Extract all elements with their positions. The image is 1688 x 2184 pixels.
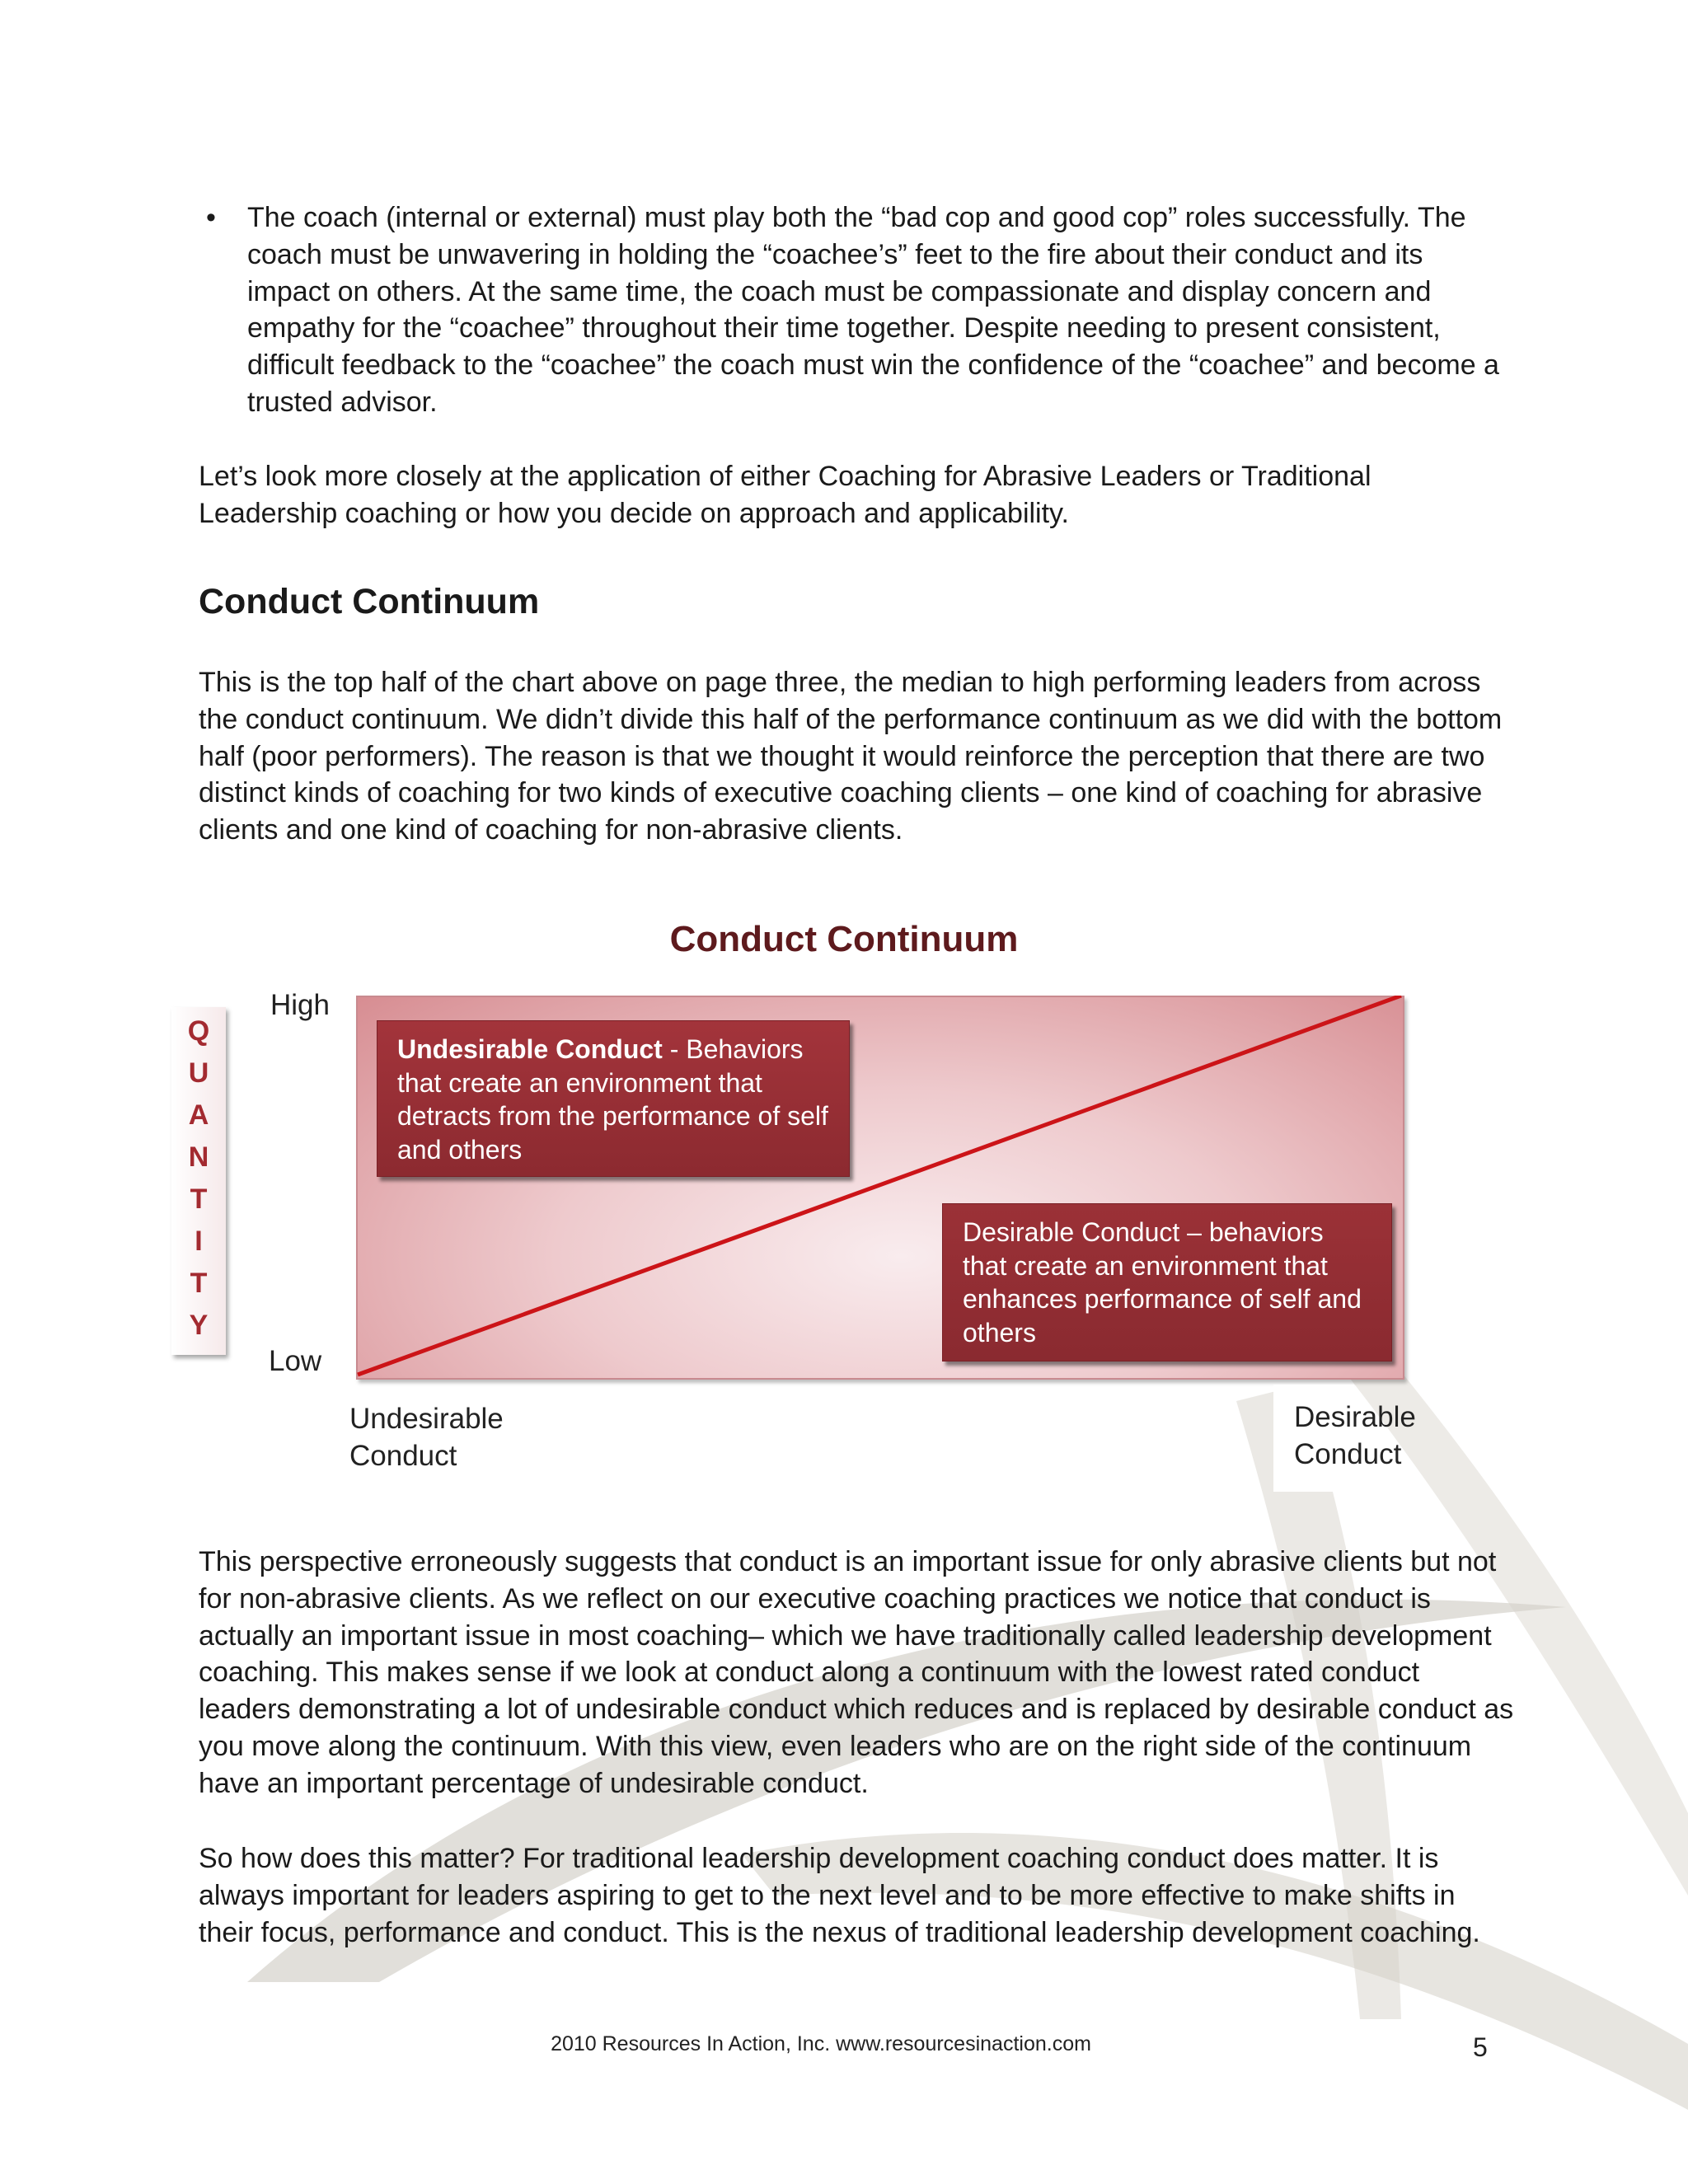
y-axis-letter: U: [188, 1057, 209, 1089]
bullet-item: [206, 199, 1508, 421]
y-low-label: Low: [269, 1345, 322, 1377]
x-right-label: [1294, 1399, 1416, 1473]
x-left-label: [349, 1400, 504, 1474]
page-number: 5: [1473, 2032, 1488, 2062]
section-heading: Conduct Continuum: [199, 582, 540, 621]
y-axis-letter: Q: [187, 1015, 210, 1047]
x-right-label-line: Conduct: [1294, 1438, 1402, 1470]
paragraph-perspective: This perspective erroneously suggests that conduct is an important issue for only abrasive clients but not for non-abrasive clients. As we reflect on our executive coaching practices we notice that conduct is actually an important issue in most coaching– which we have traditionally called leadership development coaching. This makes sense if we look at conduct along a continuum with the lowest rated conduct leaders demonstrating a lot of undesirable conduct which reduces and is replaced by desirable conduct as you move along the continuum. With this view, even leaders who are on the right side of the continuum have an important percentage of undesirable conduct.: [199, 1546, 1514, 1799]
paragraph-conclusion: So how does this matter? For traditional leadership development coaching conduct does matter. It is always important for leaders aspiring to get to the next level and to be more effective to make shifts in their focus, performance and conduct. This is the nexus of traditional leadership development coaching.: [199, 1843, 1480, 1948]
x-left-label-line: Conduct: [349, 1440, 457, 1472]
bullet-text: The coach (internal or external) must play both the “bad cop and good cop” roles successfully. The coach must be unwavering in holding the “coachee’s” feet to the fire about their conduct and its impact on others. At the same time, the coach must be compassionate and display concern and empathy for the “coachee” throughout their time together. Despite needing to present consistent, difficult feedback to the “coachee” the coach must win the confidence of the “coachee” and become a trusted advisor.: [247, 202, 1499, 418]
y-axis-letter: T: [190, 1268, 208, 1299]
y-high-label: High: [270, 989, 330, 1021]
y-axis-letter: T: [190, 1183, 208, 1215]
x-left-label-line: Undesirable: [349, 1403, 504, 1435]
y-axis-letter: I: [195, 1226, 203, 1257]
page-footer: 2010 Resources In Action, Inc. www.resourcesinaction.com: [551, 2032, 1091, 2055]
undesirable-conduct-title: Undesirable Conduct: [397, 1034, 663, 1064]
paragraph-intro: Let’s look more closely at the application of either Coaching for Abrasive Leaders or Traditional Leadership coaching or how you decide on approach and applicability.: [199, 461, 1372, 529]
bullet-dot: •: [206, 202, 216, 233]
diagram-title: Conduct Continuum: [669, 919, 1019, 959]
x-right-label-line: Desirable: [1294, 1401, 1416, 1433]
y-axis-letter: Y: [189, 1310, 209, 1341]
undesirable-conduct-description: - Behaviors that create an environment that detracts from the performance of self and others: [397, 1034, 828, 1165]
y-axis-letter: A: [188, 1099, 209, 1131]
y-axis-letter: N: [188, 1141, 209, 1173]
desirable-conduct-description: Desirable Conduct – behaviors that create an environment that enhances performance of self and others: [963, 1217, 1362, 1347]
undesirable-conduct-box: [377, 1020, 850, 1177]
desirable-conduct-box: [942, 1203, 1392, 1361]
paragraph-context: This is the top half of the chart above on page three, the median to high performing leaders from across the conduct continuum. We didn’t divide this half of the performance continuum as we did with the bottom half (poor performers). The reason is that we thought it would reinforce the perception that there are two distinct kinds of coaching for two kinds of executive coaching clients – one kind of coaching for abrasive clients and one kind of coaching for non-abrasive clients.: [199, 667, 1503, 846]
